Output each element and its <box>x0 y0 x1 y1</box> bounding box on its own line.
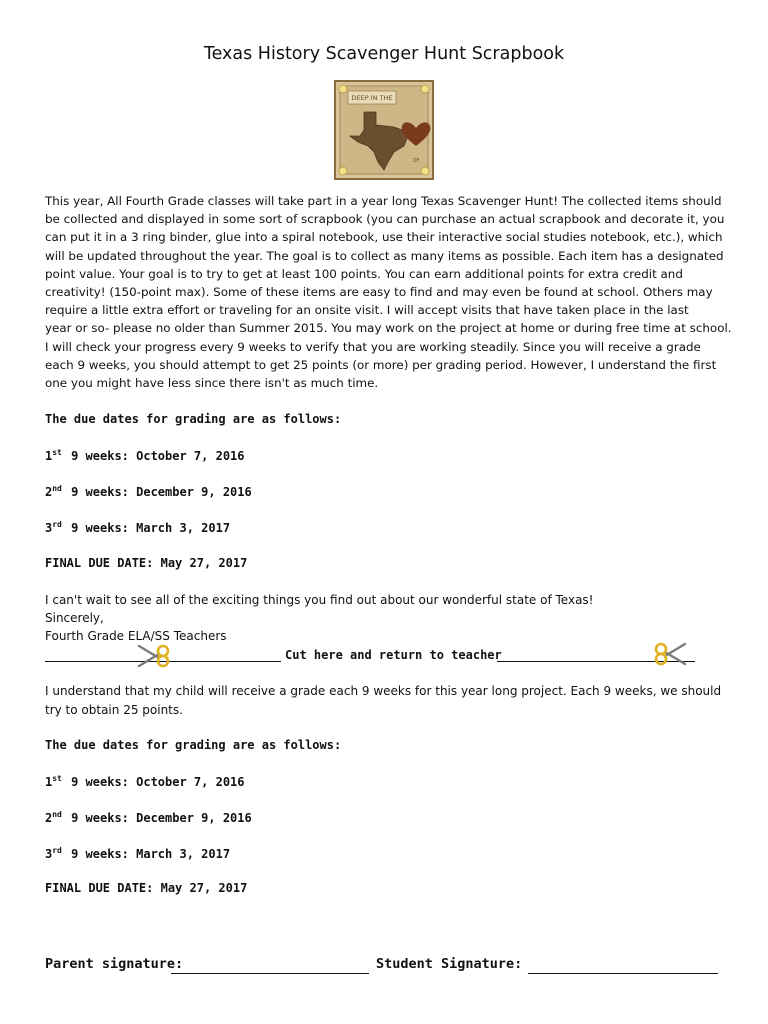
cut-here-label: Cut here and return to teacher <box>285 648 502 662</box>
final-due-date: FINAL DUE DATE: May 27, 2017 <box>45 556 248 570</box>
intro-line: require a little extra effort or traveling for an onsite visit. I will accept visits that have taken place in the last <box>45 303 689 318</box>
return-due-date-1: 1st 9 weeks: October 7, 2016 <box>45 774 245 789</box>
return-line: I understand that my child will receive a grade each 9 weeks for this year long project. Each 9 weeks, we should <box>45 684 722 698</box>
due-date-2: 2nd 9 weeks: December 9, 2016 <box>45 484 252 499</box>
return-due-dates-heading: The due dates for grading are as follows: <box>45 738 342 752</box>
return-paragraph <box>45 682 735 720</box>
scissors-icon <box>653 640 687 668</box>
intro-line: will be updated throughout the year. The goal is to collect as many items as possible. Each item has a designated <box>45 248 724 263</box>
due-date-3: 3rd 9 weeks: March 3, 2017 <box>45 520 231 535</box>
return-due-date-3: 3rd 9 weeks: March 3, 2017 <box>45 846 231 861</box>
signoff-text: Fourth Grade ELA/SS Teachers <box>45 629 227 643</box>
student-signature-label: Student Signature: <box>376 956 523 972</box>
due-dates-heading: The due dates for grading are as follows: <box>45 412 342 426</box>
scissors-icon <box>137 642 171 670</box>
intro-line: can put it in a 3 ring binder, glue into a spiral notebook, use their interactive social studies notebook, etc.), which <box>45 230 723 245</box>
intro-paragraph <box>45 192 732 392</box>
intro-line: creativity! (150-point max). Some of these items are easy to find and may even be found at school. Others may <box>45 285 713 300</box>
intro-line: be collected and displayed in some sort of scrapbook (you can purchase an actual scrapbook and decorate it, you <box>45 212 725 227</box>
return-line: try to obtain 25 points. <box>45 703 183 717</box>
sincerely-text: Sincerely, <box>45 611 104 625</box>
parent-signature-line[interactable] <box>171 973 369 974</box>
student-signature-line[interactable] <box>528 973 718 974</box>
deep-in-the-heart-logo <box>334 80 434 180</box>
intro-line: year or so- please no older than Summer 2015. You may work on the project at home or during free time at school. <box>45 321 732 336</box>
due-date-1: 1st 9 weeks: October 7, 2016 <box>45 448 245 463</box>
intro-line: This year, All Fourth Grade classes will take part in a year long Texas Scavenger Hunt! The collected items should <box>45 194 722 208</box>
svg-text:OF: OF <box>412 158 420 164</box>
cut-line <box>45 648 695 664</box>
intro-line: one you might have less since there isn't as much time. <box>45 376 379 391</box>
logo-caption: DEEP IN THE <box>351 94 393 102</box>
return-final-due-date: FINAL DUE DATE: May 27, 2017 <box>45 881 248 895</box>
intro-line: each 9 weeks, you should attempt to get 25 points (or more) per grading period. However, I understand the first <box>45 357 717 372</box>
return-due-date-2: 2nd 9 weeks: December 9, 2016 <box>45 810 252 825</box>
parent-signature-label: Parent signature: <box>45 956 184 972</box>
intro-line: point value. Your goal is to try to get at least 100 points. You can earn additional points for extra credit and <box>45 266 683 281</box>
closing-text: I can't wait to see all of the exciting things you find out about our wonderful state of Texas! <box>45 593 594 607</box>
signature-row <box>45 956 725 978</box>
intro-line: I will check your progress every 9 weeks to verify that you are working steadily. Since you will receive a grade <box>45 339 701 354</box>
page-title: Texas History Scavenger Hunt Scrapbook <box>203 44 565 64</box>
